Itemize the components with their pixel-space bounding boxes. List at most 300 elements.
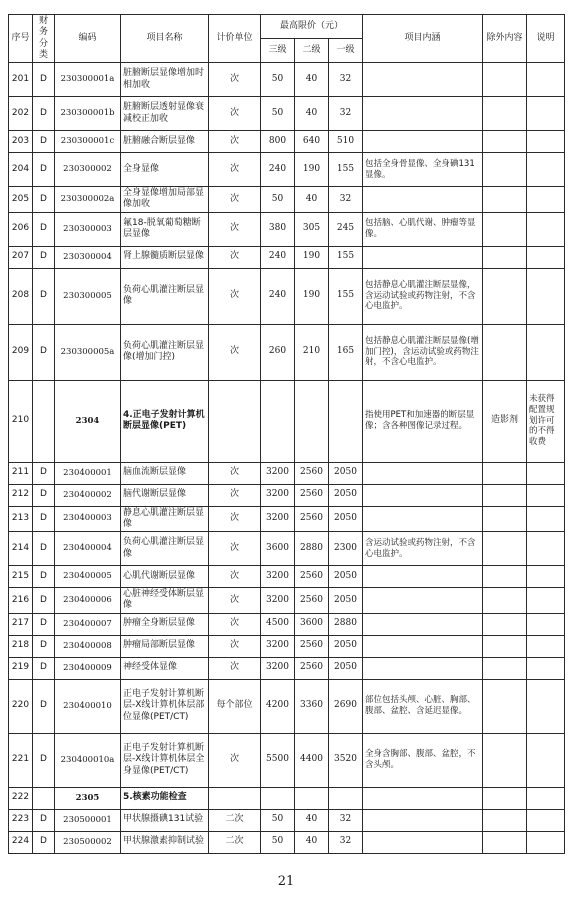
cell-note (527, 809, 565, 831)
cell-price-2: 2560 (295, 566, 329, 588)
cell-price-1: 2050 (329, 566, 363, 588)
cell-finance: D (33, 831, 55, 853)
cell-price-1: 32 (329, 831, 363, 853)
cell-name: 氟18-脱氧葡萄糖断层显像 (121, 212, 209, 246)
table-row (9, 63, 565, 97)
cell-code: 230400010a (55, 733, 121, 787)
cell-code: 230300005 (55, 268, 121, 324)
cell-name: 正电子发射计算机断层-X线计算机体层全身显像(PET/CT) (121, 733, 209, 787)
cell-code: 230400009 (55, 657, 121, 679)
cell-content (363, 831, 483, 853)
cell-content (363, 97, 483, 131)
cell-seq: 220 (9, 679, 33, 733)
cell-name: 负荷心肌灌注断层显像(增加门控) (121, 324, 209, 380)
cell-code: 230400007 (55, 613, 121, 635)
cell-seq: 223 (9, 809, 33, 831)
cell-name: 肾上腺髓质断层显像 (121, 246, 209, 268)
cell-price-2: 3600 (295, 613, 329, 635)
cell-finance: D (33, 63, 55, 97)
cell-content: 指使用PET和加速器的断层显像；含各种图像记录过程。 (363, 380, 483, 462)
cell-note (527, 153, 565, 187)
cell-seq: 209 (9, 324, 33, 380)
cell-seq: 222 (9, 787, 33, 809)
cell-content: 包括静息心肌灌注断层显像(增加门控)，含运动试验或药物注射，不含心电监护。 (363, 324, 483, 380)
cell-note (527, 506, 565, 532)
cell-seq: 218 (9, 635, 33, 657)
cell-price-3: 4500 (261, 613, 295, 635)
cell-exclusions (483, 246, 527, 268)
cell-price-1: 2050 (329, 506, 363, 532)
header-unit: 计价单位 (209, 15, 261, 63)
cell-finance: D (33, 131, 55, 153)
cell-name: 甲状腺激素抑制试验 (121, 831, 209, 853)
cell-code: 230400004 (55, 532, 121, 566)
cell-price-2: 2560 (295, 462, 329, 484)
cell-price-3: 800 (261, 131, 295, 153)
cell-price-1: 245 (329, 212, 363, 246)
cell-unit (209, 380, 261, 462)
cell-content (363, 657, 483, 679)
cell-finance: D (33, 153, 55, 187)
cell-exclusions (483, 831, 527, 853)
cell-name: 甲状腺摄碘131试验 (121, 809, 209, 831)
cell-price-2: 2560 (295, 657, 329, 679)
cell-content: 含运动试验或药物注射，不含心电监护。 (363, 532, 483, 566)
cell-price-3: 3200 (261, 657, 295, 679)
table-row (9, 532, 565, 566)
cell-content (363, 484, 483, 506)
cell-code: 230300002a (55, 187, 121, 213)
table-row (9, 97, 565, 131)
cell-unit: 次 (209, 324, 261, 380)
cell-name: 全身显像 (121, 153, 209, 187)
cell-price-2: 2560 (295, 588, 329, 614)
cell-price-3: 5500 (261, 733, 295, 787)
cell-price-3: 3200 (261, 484, 295, 506)
cell-price-1: 2050 (329, 484, 363, 506)
cell-note (527, 613, 565, 635)
cell-content (363, 787, 483, 809)
cell-finance: D (33, 212, 55, 246)
header-level-2: 二级 (295, 39, 329, 63)
cell-seq: 224 (9, 831, 33, 853)
cell-content (363, 635, 483, 657)
header-level-1: 一级 (329, 39, 363, 63)
cell-price-2: 210 (295, 324, 329, 380)
cell-finance: D (33, 657, 55, 679)
cell-note (527, 484, 565, 506)
cell-code: 230400008 (55, 635, 121, 657)
cell-price-2: 40 (295, 187, 329, 213)
cell-seq: 206 (9, 212, 33, 246)
table-row (9, 462, 565, 484)
cell-unit (209, 787, 261, 809)
cell-content (363, 588, 483, 614)
cell-content: 包括静息心肌灌注断层显像，含运动试验或药物注射，不含心电监护。 (363, 268, 483, 324)
cell-unit: 次 (209, 131, 261, 153)
cell-note (527, 566, 565, 588)
cell-finance: D (33, 462, 55, 484)
cell-finance: D (33, 268, 55, 324)
cell-name: 心脏神经受体断层显像 (121, 588, 209, 614)
cell-content (363, 462, 483, 484)
cell-code: 230300002 (55, 153, 121, 187)
cell-content (363, 63, 483, 97)
cell-price-3: 50 (261, 63, 295, 97)
cell-note (527, 787, 565, 809)
cell-price-1: 2050 (329, 588, 363, 614)
cell-price-3: 240 (261, 268, 295, 324)
cell-content (363, 131, 483, 153)
cell-seq: 217 (9, 613, 33, 635)
table-row (9, 787, 565, 809)
cell-name: 心肌代谢断层显像 (121, 566, 209, 588)
table-row (9, 268, 565, 324)
cell-code: 230300001a (55, 63, 121, 97)
header-exclusions: 除外内容 (483, 15, 527, 63)
cell-unit: 次 (209, 246, 261, 268)
cell-seq: 205 (9, 187, 33, 213)
cell-content (363, 187, 483, 213)
cell-name: 肿瘤局部断层显像 (121, 635, 209, 657)
cell-note (527, 268, 565, 324)
cell-finance: D (33, 532, 55, 566)
cell-content: 包括全身骨显像、全身碘131显像。 (363, 153, 483, 187)
cell-note (527, 97, 565, 131)
cell-seq: 208 (9, 268, 33, 324)
cell-price-3: 3200 (261, 566, 295, 588)
header-finance: 财务分类 (33, 15, 55, 63)
header-name: 项目名称 (121, 15, 209, 63)
cell-content: 部位包括头颅、心脏、胸部、腹部、盆腔、含延迟显像。 (363, 679, 483, 733)
cell-exclusions (483, 613, 527, 635)
cell-price-1: 32 (329, 97, 363, 131)
table-row (9, 506, 565, 532)
cell-name: 脏腑断层透射显像衰减校正加收 (121, 97, 209, 131)
cell-price-1: 2880 (329, 613, 363, 635)
cell-price-2: 640 (295, 131, 329, 153)
cell-content: 包括脑、心肌代谢、肿瘤等显像。 (363, 212, 483, 246)
price-table (8, 14, 565, 854)
cell-unit: 次 (209, 153, 261, 187)
cell-unit: 次 (209, 532, 261, 566)
cell-seq: 202 (9, 97, 33, 131)
cell-finance: D (33, 635, 55, 657)
cell-content (363, 613, 483, 635)
cell-price-2: 4400 (295, 733, 329, 787)
cell-content (363, 566, 483, 588)
cell-code: 230400002 (55, 484, 121, 506)
cell-unit: 次 (209, 462, 261, 484)
cell-unit: 次 (209, 566, 261, 588)
cell-price-2: 305 (295, 212, 329, 246)
cell-price-1: 2050 (329, 462, 363, 484)
cell-price-1: 2300 (329, 532, 363, 566)
cell-price-2: 40 (295, 63, 329, 97)
cell-code: 230400001 (55, 462, 121, 484)
cell-price-2: 40 (295, 97, 329, 131)
cell-finance: D (33, 246, 55, 268)
cell-note (527, 63, 565, 97)
cell-exclusions (483, 506, 527, 532)
cell-exclusions (483, 809, 527, 831)
cell-exclusions (483, 484, 527, 506)
cell-content (363, 506, 483, 532)
table-row (9, 831, 565, 853)
cell-price-1 (329, 380, 363, 462)
cell-seq: 213 (9, 506, 33, 532)
cell-exclusions: 造影剂 (483, 380, 527, 462)
cell-finance: D (33, 679, 55, 733)
cell-unit: 次 (209, 484, 261, 506)
cell-note (527, 831, 565, 853)
cell-price-3: 50 (261, 187, 295, 213)
cell-note (527, 462, 565, 484)
cell-code: 230300001c (55, 131, 121, 153)
cell-seq: 212 (9, 484, 33, 506)
table-row (9, 484, 565, 506)
cell-exclusions (483, 679, 527, 733)
cell-code: 230300003 (55, 212, 121, 246)
table-row (9, 246, 565, 268)
cell-name: 神经受体显像 (121, 657, 209, 679)
cell-note (527, 635, 565, 657)
table-row (9, 153, 565, 187)
cell-note (527, 588, 565, 614)
table-row (9, 187, 565, 213)
cell-unit: 次 (209, 212, 261, 246)
cell-exclusions (483, 635, 527, 657)
cell-exclusions (483, 212, 527, 246)
header-code: 编码 (55, 15, 121, 63)
cell-name: 负荷心肌灌注断层显像 (121, 532, 209, 566)
cell-name: 脑代谢断层显像 (121, 484, 209, 506)
cell-name: 4.正电子发射计算机断层显像(PET) (121, 380, 209, 462)
table-row (9, 613, 565, 635)
cell-code: 230400003 (55, 506, 121, 532)
cell-name: 肿瘤全身断层显像 (121, 613, 209, 635)
table-body (9, 63, 565, 854)
cell-code: 230300001b (55, 97, 121, 131)
cell-unit: 次 (209, 588, 261, 614)
cell-price-1: 155 (329, 153, 363, 187)
cell-unit: 次 (209, 613, 261, 635)
cell-seq: 201 (9, 63, 33, 97)
cell-unit: 二次 (209, 809, 261, 831)
cell-finance (33, 787, 55, 809)
cell-price-3: 3600 (261, 532, 295, 566)
cell-price-2: 2880 (295, 532, 329, 566)
cell-price-2: 40 (295, 809, 329, 831)
cell-price-3: 380 (261, 212, 295, 246)
cell-seq: 221 (9, 733, 33, 787)
page-number: 21 (277, 874, 295, 889)
cell-finance: D (33, 733, 55, 787)
cell-price-3: 50 (261, 831, 295, 853)
cell-exclusions (483, 733, 527, 787)
cell-finance: D (33, 809, 55, 831)
cell-unit: 每个部位 (209, 679, 261, 733)
cell-unit: 次 (209, 268, 261, 324)
cell-price-1: 32 (329, 809, 363, 831)
cell-price-1: 165 (329, 324, 363, 380)
cell-price-3: 50 (261, 809, 295, 831)
cell-price-2: 2560 (295, 635, 329, 657)
cell-finance: D (33, 506, 55, 532)
cell-unit: 次 (209, 97, 261, 131)
cell-note (527, 212, 565, 246)
cell-price-1: 2690 (329, 679, 363, 733)
cell-note (527, 532, 565, 566)
table-row (9, 635, 565, 657)
cell-seq: 214 (9, 532, 33, 566)
header-content: 项目内涵 (363, 15, 483, 63)
cell-price-1: 32 (329, 63, 363, 97)
cell-unit: 次 (209, 187, 261, 213)
table-row (9, 212, 565, 246)
cell-name: 全身显像增加局部显像加收 (121, 187, 209, 213)
cell-exclusions (483, 566, 527, 588)
cell-note (527, 657, 565, 679)
cell-price-3 (261, 380, 295, 462)
cell-exclusions (483, 532, 527, 566)
cell-seq: 211 (9, 462, 33, 484)
cell-price-2 (295, 380, 329, 462)
cell-name: 正电子发射计算机断层-X线计算机体层部位显像(PET/CT) (121, 679, 209, 733)
cell-code: 230400006 (55, 588, 121, 614)
cell-exclusions (483, 268, 527, 324)
cell-name: 静息心肌灌注断层显像 (121, 506, 209, 532)
header-note: 说明 (527, 15, 565, 63)
cell-content (363, 246, 483, 268)
cell-name: 5.核素功能检查 (121, 787, 209, 809)
cell-price-2: 2560 (295, 506, 329, 532)
cell-exclusions (483, 131, 527, 153)
cell-unit: 次 (209, 63, 261, 97)
cell-finance: D (33, 588, 55, 614)
cell-price-2: 190 (295, 268, 329, 324)
cell-seq: 216 (9, 588, 33, 614)
header-price-group: 最高限价（元） (261, 15, 363, 39)
table-row (9, 733, 565, 787)
cell-name: 脑血流断层显像 (121, 462, 209, 484)
cell-price-3: 3200 (261, 635, 295, 657)
cell-price-1: 155 (329, 268, 363, 324)
cell-content (363, 809, 483, 831)
cell-price-1: 2050 (329, 635, 363, 657)
cell-price-1 (329, 787, 363, 809)
cell-note (527, 733, 565, 787)
cell-price-1: 510 (329, 131, 363, 153)
cell-exclusions (483, 153, 527, 187)
cell-seq: 219 (9, 657, 33, 679)
cell-code: 230500002 (55, 831, 121, 853)
cell-note (527, 679, 565, 733)
cell-note: 未获得配置规划许可的不得收费 (527, 380, 565, 462)
cell-finance: D (33, 566, 55, 588)
cell-code: 2305 (55, 787, 121, 809)
cell-price-3: 4200 (261, 679, 295, 733)
cell-note (527, 131, 565, 153)
table-row (9, 324, 565, 380)
cell-unit: 二次 (209, 831, 261, 853)
cell-price-2: 40 (295, 831, 329, 853)
cell-seq: 207 (9, 246, 33, 268)
cell-price-1: 3520 (329, 733, 363, 787)
cell-exclusions (483, 462, 527, 484)
header-level-3: 三级 (261, 39, 295, 63)
cell-exclusions (483, 588, 527, 614)
cell-unit: 次 (209, 733, 261, 787)
table-row (9, 566, 565, 588)
cell-price-3: 50 (261, 97, 295, 131)
cell-price-2: 2560 (295, 484, 329, 506)
cell-price-3: 240 (261, 153, 295, 187)
cell-price-1: 155 (329, 246, 363, 268)
cell-price-3: 3200 (261, 588, 295, 614)
cell-unit: 次 (209, 635, 261, 657)
cell-exclusions (483, 187, 527, 213)
cell-price-1: 32 (329, 187, 363, 213)
cell-price-3: 3200 (261, 462, 295, 484)
table-row (9, 657, 565, 679)
cell-exclusions (483, 97, 527, 131)
cell-content: 全身含胸部、腹部、盆腔，不含头颅。 (363, 733, 483, 787)
table-row (9, 588, 565, 614)
cell-seq: 204 (9, 153, 33, 187)
table-row (9, 679, 565, 733)
cell-code: 230500001 (55, 809, 121, 831)
cell-code: 230300004 (55, 246, 121, 268)
cell-finance: D (33, 187, 55, 213)
cell-name: 负荷心肌灌注断层显像 (121, 268, 209, 324)
cell-price-3: 240 (261, 246, 295, 268)
cell-unit: 次 (209, 506, 261, 532)
cell-seq: 210 (9, 380, 33, 462)
cell-code: 230300005a (55, 324, 121, 380)
cell-note (527, 324, 565, 380)
cell-exclusions (483, 787, 527, 809)
cell-price-2: 190 (295, 153, 329, 187)
cell-price-3: 3200 (261, 506, 295, 532)
cell-finance: D (33, 324, 55, 380)
cell-seq: 215 (9, 566, 33, 588)
cell-price-2: 3360 (295, 679, 329, 733)
cell-exclusions (483, 324, 527, 380)
cell-price-3: 260 (261, 324, 295, 380)
cell-note (527, 187, 565, 213)
cell-price-1: 2050 (329, 657, 363, 679)
cell-finance (33, 380, 55, 462)
cell-seq: 203 (9, 131, 33, 153)
cell-unit: 次 (209, 657, 261, 679)
cell-code: 230400010 (55, 679, 121, 733)
cell-price-2 (295, 787, 329, 809)
header-seq: 序号 (9, 15, 33, 63)
cell-finance: D (33, 97, 55, 131)
cell-finance: D (33, 484, 55, 506)
cell-code: 2304 (55, 380, 121, 462)
cell-code: 230400005 (55, 566, 121, 588)
table-row (9, 131, 565, 153)
cell-price-2: 190 (295, 246, 329, 268)
cell-price-3 (261, 787, 295, 809)
table-row (9, 380, 565, 462)
cell-note (527, 246, 565, 268)
cell-exclusions (483, 657, 527, 679)
cell-name: 脏腑融合断层显像 (121, 131, 209, 153)
table-row (9, 809, 565, 831)
